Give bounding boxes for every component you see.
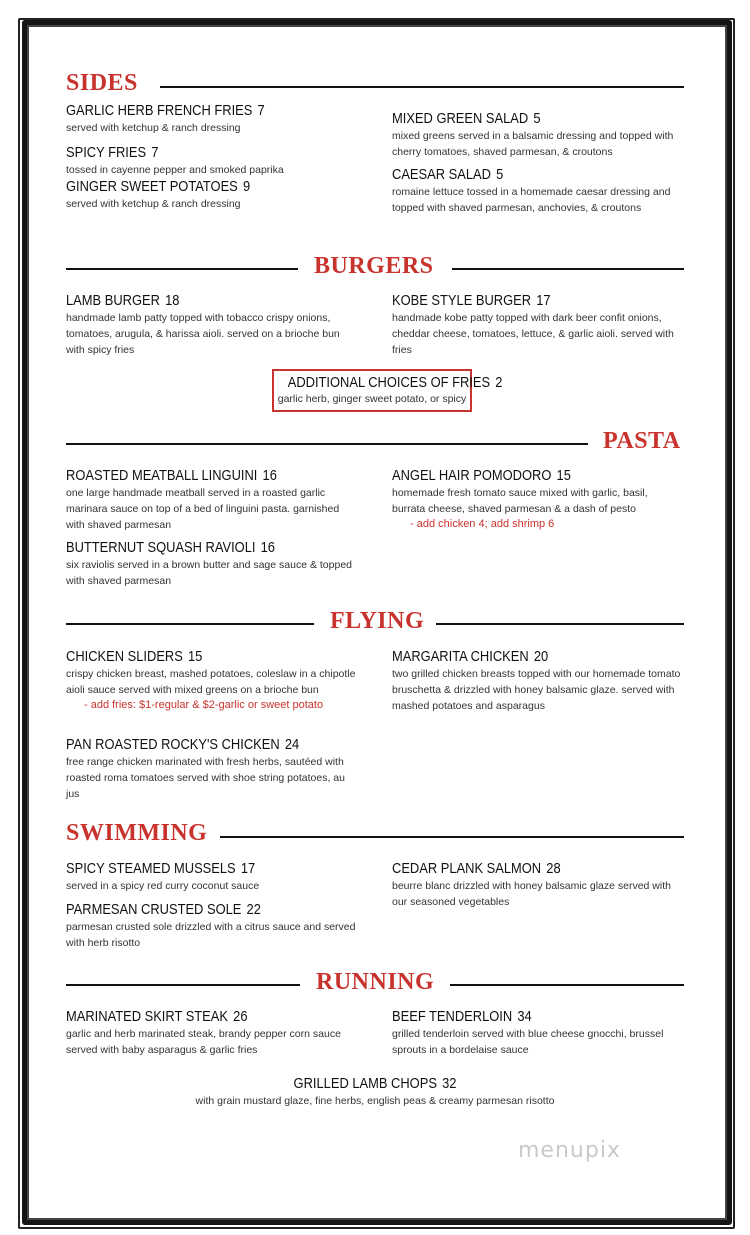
item-description: romaine lettuce tossed in a homemade caesar dressing and topped with shaved parmesan, anchovies, & croutons	[392, 186, 671, 214]
menu-item	[392, 467, 682, 530]
menu-item	[392, 292, 677, 358]
item-name: BUTTERNUT SQUASH RAVIOLI	[66, 539, 256, 556]
divider	[66, 623, 314, 625]
item-name: PARMESAN CRUSTED SOLE	[66, 901, 242, 918]
item-price: 7	[257, 102, 265, 119]
item-name: ANGEL HAIR POMODORO	[392, 467, 552, 484]
item-name: MARGARITA CHICKEN	[392, 648, 529, 665]
section-title-flying: FLYING	[330, 608, 425, 634]
menu-item	[66, 901, 356, 951]
menu-item	[66, 648, 356, 711]
item-name: CEDAR PLANK SALMON	[392, 860, 542, 877]
item-name: MARINATED SKIRT STEAK	[66, 1008, 229, 1025]
item-description: handmade lamb patty topped with tobacco crispy onions, tomatoes, arugula, & harissa aioli. served on a brioche bun with spicy fries	[66, 312, 340, 356]
item-name: GRILLED LAMB CHOPS	[293, 1075, 437, 1092]
item-price: 17	[240, 860, 256, 877]
item-price: 16	[262, 467, 277, 484]
item-description: with grain mustard glaze, fine herbs, english peas & creamy parmesan risotto	[195, 1095, 555, 1107]
divider	[66, 984, 300, 986]
item-description: two grilled chicken breasts topped with our homemade tomato bruschetta & drizzled with honey balsamic glaze. served with mashed potatoes and asparagus	[392, 668, 681, 712]
item-name: PAN ROASTED ROCKY'S CHICKEN	[66, 736, 280, 753]
callout-name: ADDITIONAL CHOICES OF FRIES	[287, 374, 491, 391]
section-title-pasta: PASTA	[603, 428, 681, 454]
item-price: 9	[242, 178, 251, 195]
item-description: parmesan crusted sole drizzled with a citrus sauce and served with herb risotto	[66, 921, 356, 949]
divider	[66, 268, 298, 270]
section-title-sides: SIDES	[66, 70, 138, 96]
section-title-burgers: BURGERS	[314, 253, 434, 279]
menu-item	[392, 648, 682, 714]
menu-item	[66, 467, 356, 533]
menu-item	[66, 102, 366, 136]
callout-price: 2	[495, 374, 503, 391]
menu-item	[392, 110, 687, 160]
item-description: crispy chicken breast, mashed potatoes, coleslaw in a chipotle aioli sauce served with mixed greens on a brioche bun	[66, 668, 356, 696]
menu-item	[66, 860, 356, 894]
divider	[436, 623, 684, 625]
item-price: 24	[284, 736, 300, 753]
callout-description: garlic herb, ginger sweet potato, or spicy	[277, 393, 467, 405]
item-description: six raviolis served in a brown butter and sage sauce & topped with shaved parmesan	[66, 559, 352, 587]
menu-item	[66, 539, 356, 589]
item-name: BEEF TENDERLOIN	[392, 1008, 513, 1025]
item-description: beurre blanc drizzled with honey balsamic glaze served with our seasoned vegetables	[392, 880, 671, 908]
item-name: CHICKEN SLIDERS	[66, 648, 183, 665]
menu-item	[66, 178, 366, 212]
item-description: mixed greens served in a balsamic dressing and topped with cherry tomatoes, shaved parmesan, & croutons	[392, 130, 674, 158]
item-description: grilled tenderloin served with blue cheese gnocchi, brussel sprouts in a bordelaise sauce	[392, 1028, 664, 1056]
item-name: GARLIC HERB FRENCH FRIES	[66, 102, 253, 119]
item-description: tossed in cayenne pepper and smoked paprika	[66, 164, 284, 176]
item-name: LAMB BURGER	[66, 292, 160, 309]
item-price: 5	[496, 166, 504, 183]
add-on-note: - add fries: $1-regular & $2-garlic or sweet potato	[84, 699, 324, 711]
item-description: served with ketchup & ranch dressing	[66, 122, 241, 134]
item-name: SPICY STEAMED MUSSELS	[66, 860, 236, 877]
item-description: free range chicken marinated with fresh herbs, sautéed with roasted roma tomatoes served with shoe string potatoes, au jus	[66, 756, 345, 800]
item-price: 20	[533, 648, 549, 665]
menu-item	[392, 166, 687, 216]
divider	[66, 443, 588, 445]
item-description: homemade fresh tomato sauce mixed with garlic, basil, burrata cheese, shaved parmesan & a dash of pesto	[392, 487, 648, 515]
item-name: CAESAR SALAD	[392, 166, 491, 183]
divider	[220, 836, 684, 838]
menu-item	[392, 860, 682, 910]
item-description: served with ketchup & ranch dressing	[66, 198, 241, 210]
item-description: served in a spicy red curry coconut sauce	[66, 880, 260, 892]
section-title-swimming: SWIMMING	[66, 820, 208, 846]
item-price: 7	[151, 144, 159, 161]
menu-item	[66, 144, 366, 178]
item-price: 32	[442, 1075, 457, 1092]
item-price: 34	[517, 1008, 532, 1025]
item-name: SPICY FRIES	[66, 144, 147, 161]
section-title-running: RUNNING	[316, 969, 435, 995]
item-price: 17	[536, 292, 551, 309]
item-price: 5	[533, 110, 541, 127]
watermark: menupix	[518, 1138, 621, 1163]
divider	[450, 984, 684, 986]
menu-item	[66, 736, 356, 802]
item-price: 18	[165, 292, 180, 309]
item-price: 26	[233, 1008, 248, 1025]
menu-item	[66, 1008, 356, 1058]
item-description: garlic and herb marinated steak, brandy pepper corn sauce served with baby asparagus & garlic fries	[66, 1028, 341, 1056]
item-name: KOBE STYLE BURGER	[392, 292, 532, 309]
item-price: 16	[260, 539, 275, 556]
item-name: MIXED GREEN SALAD	[392, 110, 529, 127]
menu-item	[392, 1008, 682, 1058]
add-on-note: - add chicken 4; add shrimp 6	[410, 518, 555, 530]
item-price: 15	[556, 467, 571, 484]
menu-item	[120, 1075, 630, 1109]
item-price: 15	[188, 648, 203, 665]
item-price: 28	[546, 860, 561, 877]
divider	[160, 86, 684, 88]
item-description: one large handmade meatball served in a roasted garlic marinara sauce on top of a bed of linguini pasta. garnished with shaved parmesan	[66, 487, 340, 531]
item-name: ROASTED MEATBALL LINGUINI	[66, 467, 258, 484]
fries-choices-callout	[272, 369, 503, 412]
divider	[452, 268, 684, 270]
item-price: 22	[246, 901, 261, 918]
item-name: GINGER SWEET POTATOES	[66, 178, 238, 195]
menu-item	[66, 292, 356, 358]
item-description: handmade kobe patty topped with dark beer confit onions, cheddar cheese, tomatoes, lettuce, & garlic aioli. served with fries	[392, 312, 674, 356]
